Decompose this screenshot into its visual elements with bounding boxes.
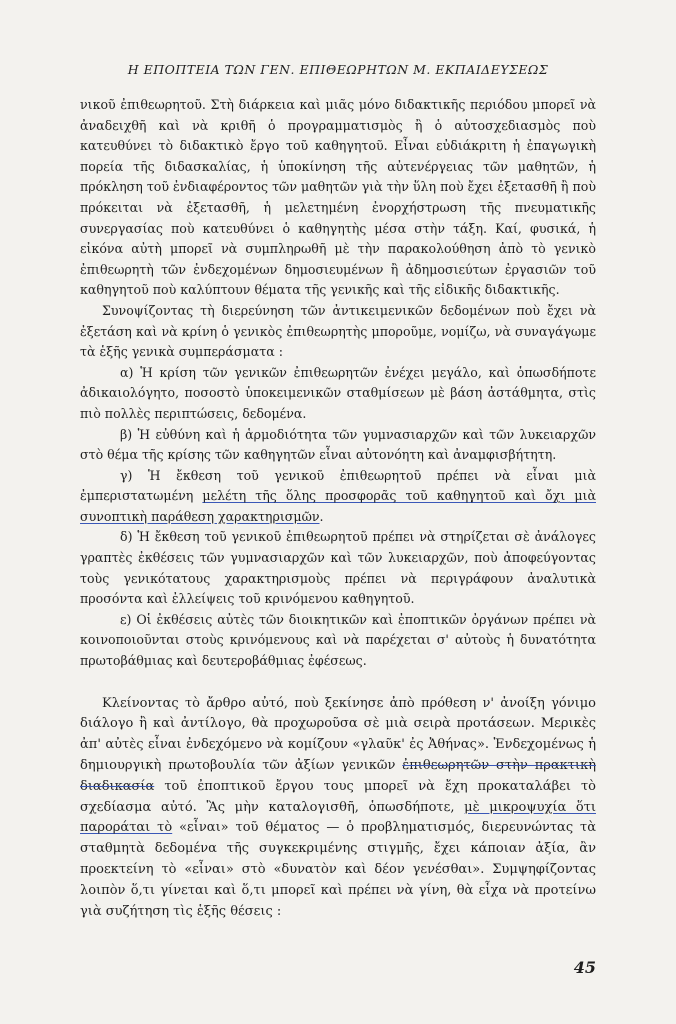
struck-phrase: ἐπιθεωρητῶν στὴν πρακτικὴ διαδικασία	[80, 758, 596, 794]
conclusion-b: β) Ἡ εὐθύνη καὶ ἡ ἁρμοδιότητα τῶν γυμνασιαρχῶν καὶ τῶν λυκειαρχῶν στὸ θέμα τῆς κρίσης τῶν καθηγητῶν εἶναι αὐτονόητη καὶ ἀναμφισβήτητη.	[80, 426, 596, 463]
conclusion-d: δ) Ἡ ἔκθεση τοῦ γενικοῦ ἐπιθεωρητοῦ πρέπει νὰ στηρίζεται σὲ ἀνάλογες γραπτὲς ἐκθέσεις τῶν γυμνασιαρχῶν καὶ τῶν λυκειαρχῶν, ποὺ ἀποφεύγοντας τοὺς γενικότατους χαρακτηρισμοὺς πρέπει νὰ περιγράφουν ἀναλυτικὰ προσόντα καὶ ἐλλείψεις τοῦ κρινόμενου καθηγητοῦ.	[80, 529, 596, 607]
closing-paragraph	[80, 694, 596, 923]
closing-part-2: τοῦ ἐποπτικοῦ ἔργου τους μπορεῖ νὰ ἔχη προκαταλάβει τὸ σχεδίασμα αὐτό. Ἂς μὴν καταλογισθῆ, ὁπωσδήποτε,	[80, 778, 596, 815]
body-text	[80, 95, 596, 922]
conclusion-a: α) Ἡ κρίση τῶν γενικῶν ἐπιθεωρητῶν ἐνέχει μεγάλο, καὶ ὁπωσδήποτε ἀδικαιολόγητο, ποσοστὸ ὑποκειμενικῶν σταθμίσεων μὲ βάση ἀστάθμητα, στὶς πιὸ πολλὲς περιπτώσεις, δεδομένα.	[80, 364, 596, 421]
underlined-phrase-2: μὲ μικροψυχία ὅτι παροράται τὸ	[80, 799, 596, 836]
paragraph-1: νικοῦ ἐπιθεωρητοῦ. Στὴ διάρκεια καὶ μιᾶς μόνο διδακτικῆς περιόδου μπορεῖ νὰ ἀναδειχθῆ καὶ νὰ κριθῆ ὁ προγραμματισμὸς ἢ ὁ αὐτοσχεδιασμὸς ποὺ κατευθύνει τὸ διδακτικὸ ἔργο τοῦ καθηγητοῦ. Εἶναι εὐδιάκριτη ἡ ἐπαγωγικὴ πορεία τῆς διδασκαλίας, ἡ ὑποκίνηση τῆς αὐτενέργειας τῶν μαθητῶν, ἡ πρόκληση τοῦ ἐνδιαφέροντος τῶν μαθητῶν γιὰ τὴν ὕλη ποὺ ἔχει ἐξετασθῆ ἢ ποὺ πρόκειται νὰ ἐξετασθῆ, ἡ μελετημένη ἐνορχήστρωση τῆς πνευματικῆς συνεργασίας ποὺ κατευθύνει ὁ καθηγητὴς μέσα στὴν τάξη. Καί, φυσικά, ἡ εἰκόνα αὐτὴ μπορεῖ νὰ συμπληρωθῆ μὲ τὴν παρακολούθηση ἀπὸ τὸ γενικὸ ἐπιθεωρητὴ τῶν ἐνδεχομένων δημοσιευμένων ἢ ἀδημοσιεύτων ἐργασιῶν τοῦ καθηγητοῦ ποὺ καλύπτουν θέματα τῆς γενικῆς καὶ τῆς εἰδικῆς διδακτικῆς.	[80, 97, 596, 298]
conclusion-c-start: γ) Ἡ ἔκθεση τοῦ γενικοῦ ἐπιθεωρητοῦ πρέπει νὰ εἶναι μιὰ ἐμπεριστατωμένη	[80, 467, 596, 504]
paragraph-summary: Συνοψίζοντας τὴ διερεύνηση τῶν ἀντικειμενικῶν δεδομένων ποὺ ἔχει νὰ ἐξετάση καὶ νὰ κρίνη ὁ γενικὸς ἐπιθεωρητὴς μποροῦμε, νομίζω, νὰ συναγάγωμε τὰ ἑξῆς γενικὰ συμπεράσματα :	[80, 302, 596, 360]
conclusion-c-end: .	[319, 508, 324, 524]
underlined-phrase: μελέτη τῆς ὅλης προσφορᾶς τοῦ καθηγητοῦ καὶ ὄχι μιὰ συνοπτικὴ παράθεση χαρακτηρισμῶν	[80, 488, 596, 524]
conclusion-c	[80, 466, 596, 528]
page-number: 45	[573, 958, 596, 977]
running-header: Η ΕΠΟΠΤΕΙΑ ΤΩΝ ΓΕΝ. ΕΠΙΘΕΩΡΗΤΩΝ Μ. ΕΚΠΑΙΔΕΥΣΕΩΣ	[127, 62, 549, 77]
conclusion-e: ε) Οἱ ἐκθέσεις αὐτὲς τῶν διοικητικῶν καὶ ἐποπτικῶν ὀργάνων πρέπει νὰ κοινοποιοῦνται στοὺς κρινόμενους καὶ νὰ παρέχεται σ' αὐτοὺς ἡ δυνατότητα πρωτοβάθμιας καὶ δευτεροβάθμιας ἐφέσεως.	[80, 611, 596, 669]
closing-part-3: «εἶναι» τοῦ θέματος — ὁ προβληματισμός, διερευνώντας τὰ σταθμητὰ δεδομένα τῆς συγκεκριμένης στιγμῆς, ἔχει κάποιαν ἀξία, ἂν προεκτείνη τὸ «εἶναι» στὸ «δυνατὸν καὶ δέον γενέσθαι». Συμψηφίζοντας λοιπὸν ὅ,τι γίνεται καὶ ὅ,τι μπορεῖ καὶ πρέπει νὰ γίνη, θὰ εἶχα νὰ προτείνω γιὰ συζήτηση τὶς ἑξῆς θέσεις :	[80, 820, 596, 919]
closing-part-1: Κλείνοντας τὸ ἄρθρο αὐτό, ποὺ ξεκίνησε ἀπὸ πρόθεση ν' ἀνοίξη γόνιμο διάλογο ἢ καὶ ἀντίλογο, θὰ προχωροῦσα σὲ μιὰ σειρὰ προτάσεων. Μερικὲς ἀπ' αὐτὲς εἶναι ἐνδεχόμενο νὰ κομίζουν «γλαῦκ' ἐς Ἀθήνας». Ἐνδεχομένως ἡ δημιουργικὴ πρωτοβουλία τῶν ἀξίων γενικῶν	[80, 695, 596, 774]
section-gap	[80, 672, 596, 694]
